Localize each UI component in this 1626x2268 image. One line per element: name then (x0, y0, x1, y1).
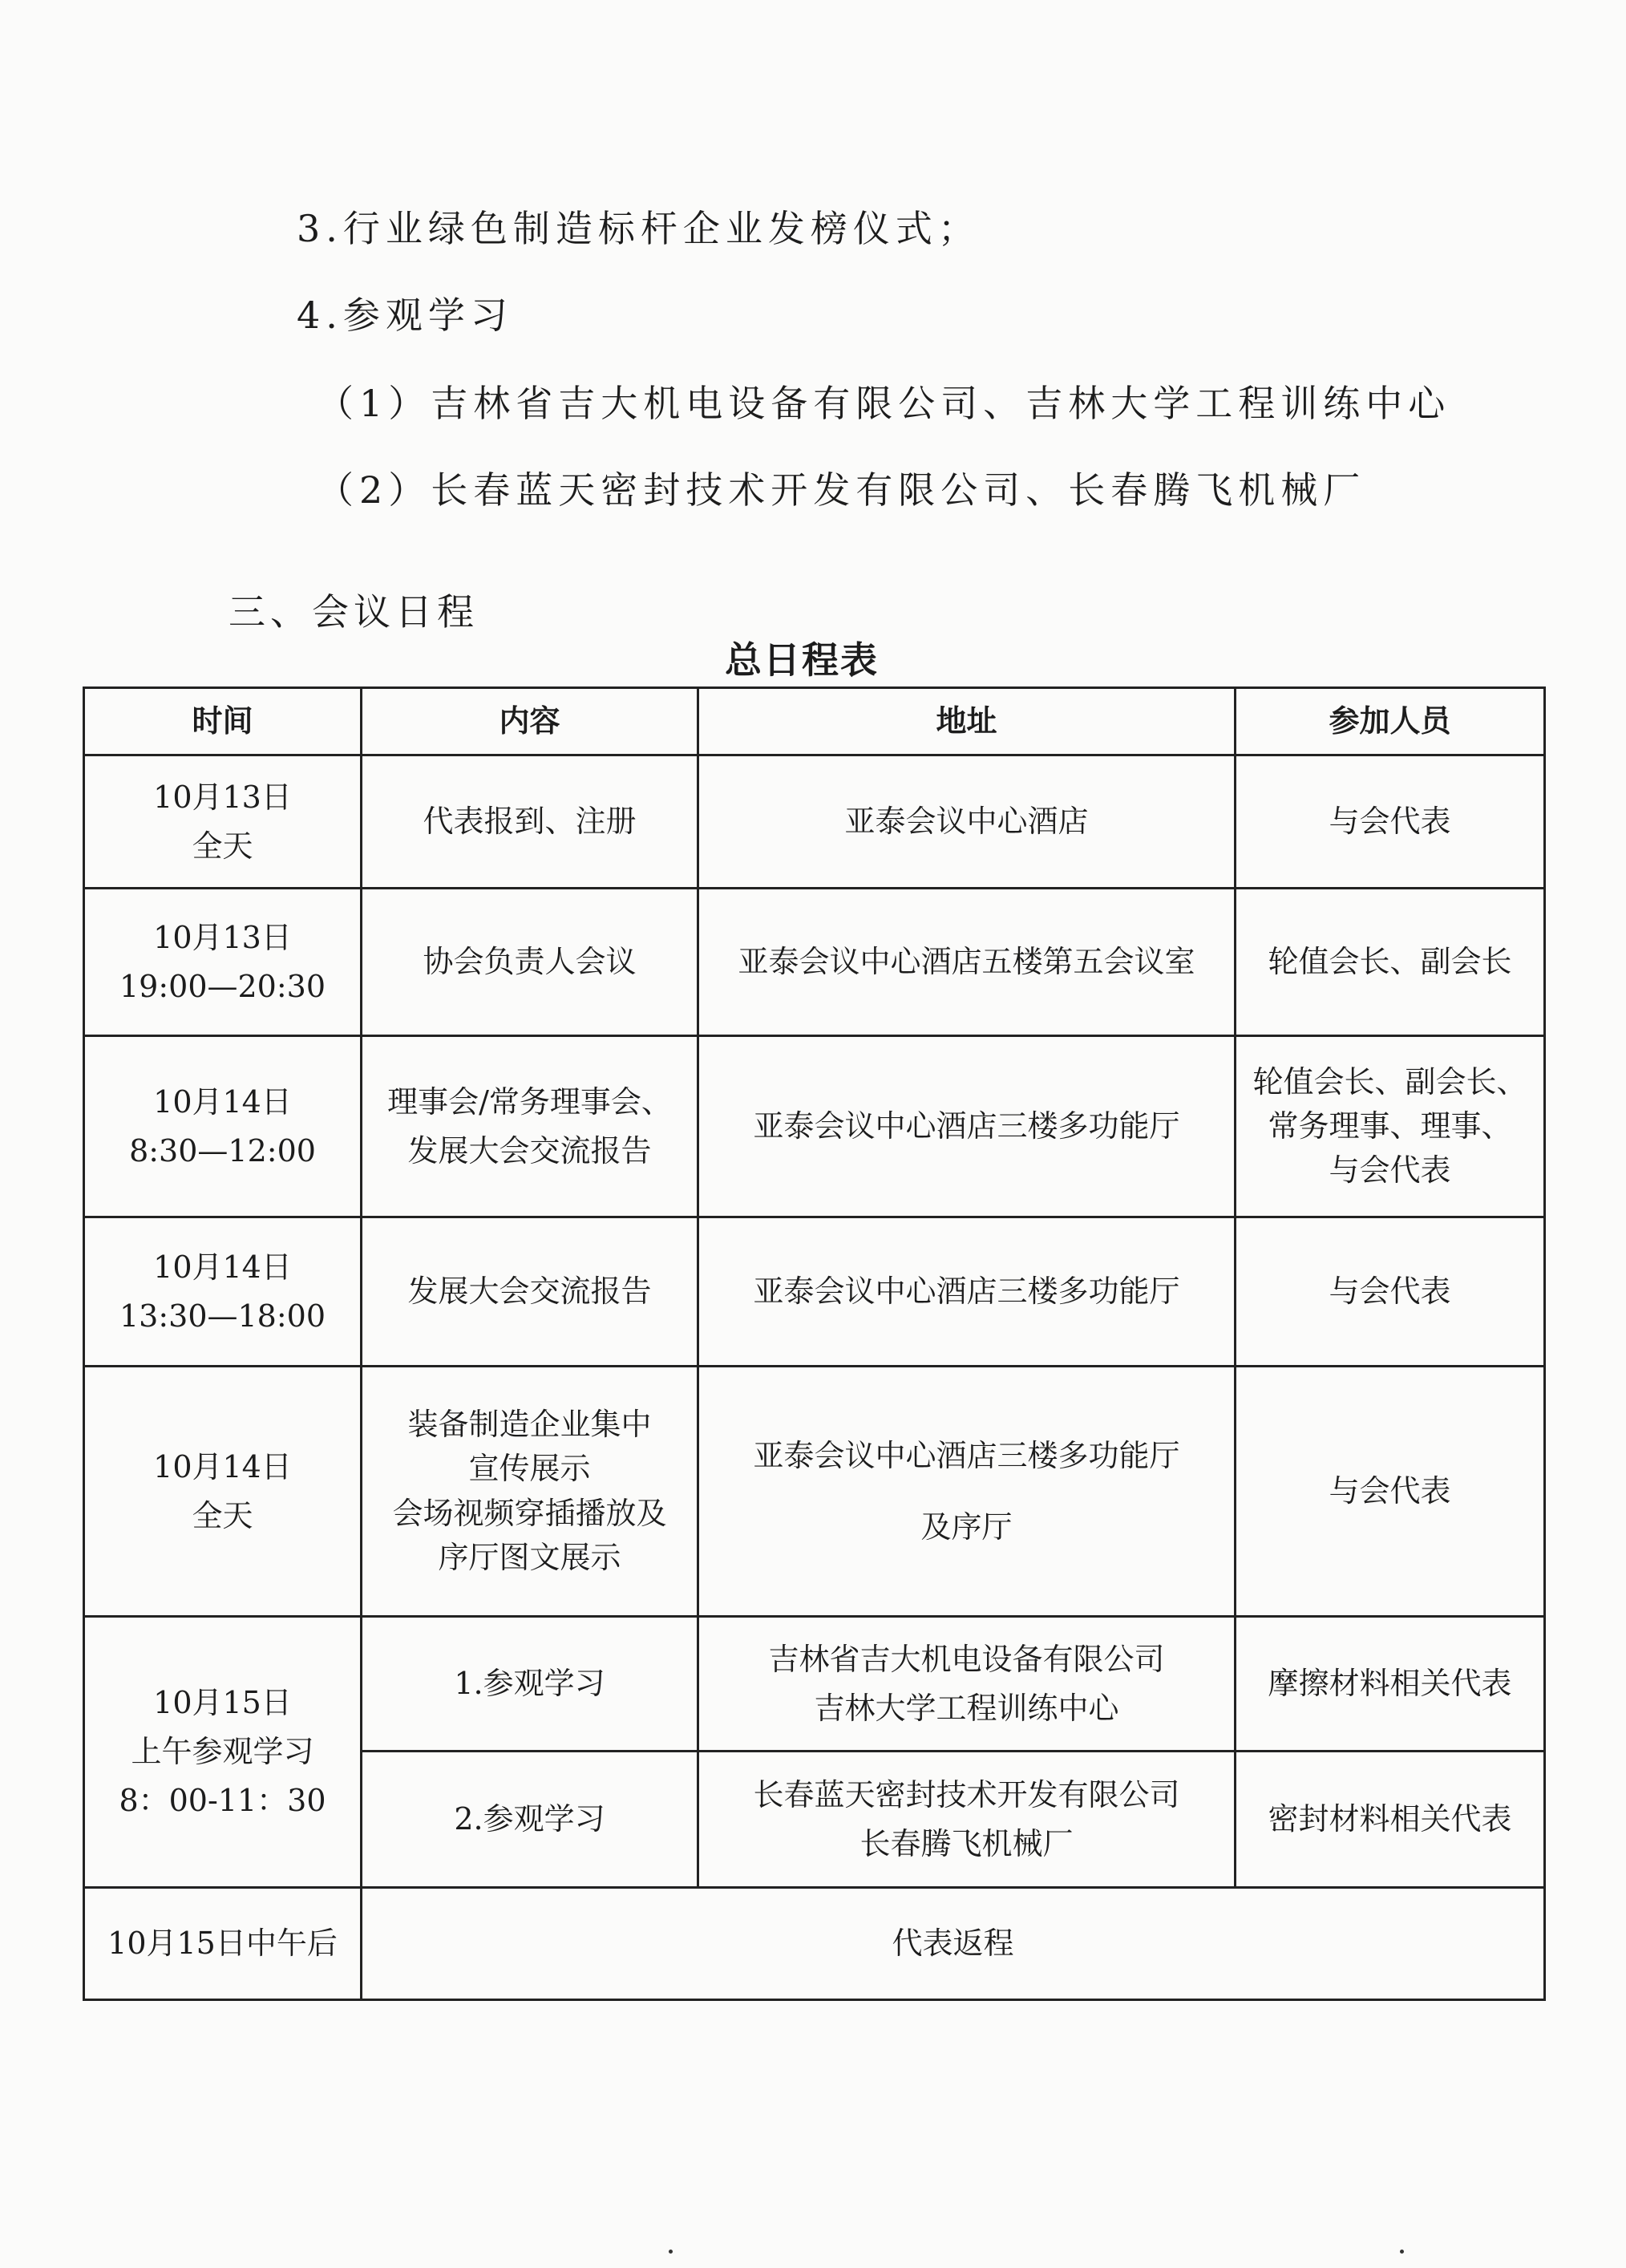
table-row (84, 1617, 1545, 1752)
content-line: 发展大会交流报告 (407, 1132, 652, 1168)
cell-attendees (1236, 889, 1545, 1036)
cell-address (698, 755, 1236, 889)
time-line: 全天 (192, 828, 253, 864)
attendees-line: 轮值会长、副会长、 (1252, 1063, 1527, 1100)
content-line: 1.参观学习 (454, 1666, 605, 1702)
table-row (84, 889, 1545, 1036)
address-line: 及序厅 (920, 1509, 1013, 1545)
cell-time (84, 1217, 362, 1367)
table-title: 总日程表 (725, 638, 879, 682)
time-line: 上午参观学习 (131, 1734, 314, 1770)
scan-dot (669, 2250, 673, 2254)
address-line: 亚泰会议中心酒店三楼多功能厅 (753, 1437, 1180, 1473)
attendees-line: 常务理事、理事、 (1268, 1108, 1512, 1144)
time-line: 10月13日 (153, 919, 292, 955)
body-line-1: 3.行业绿色制造标杆企业发榜仪式； (297, 207, 981, 250)
body-line-2: 4.参观学习 (297, 294, 513, 337)
time-line: 10月14日 (153, 1083, 292, 1120)
address-line: 长春蓝天密封技术开发有限公司 (753, 1776, 1180, 1812)
address-line: 亚泰会议中心酒店三楼多功能厅 (753, 1108, 1180, 1144)
content-line: 2.参观学习 (454, 1801, 605, 1837)
time-line: 8:30—12:00 (129, 1132, 316, 1168)
header-content: 内容 (362, 688, 698, 755)
cell-time (84, 1367, 362, 1617)
header-time: 时间 (84, 688, 362, 755)
cell-content (362, 1036, 698, 1217)
address-line: 吉林大学工程训练中心 (814, 1690, 1119, 1726)
cell-attendees (1236, 1752, 1545, 1888)
time-line: 10月14日 (153, 1448, 292, 1484)
content-line: 代表返程 (892, 1926, 1014, 1962)
cell-address (698, 1217, 1236, 1367)
time-line: 10月15日 (153, 1685, 292, 1721)
attendees-line: 与会代表 (1329, 1152, 1451, 1189)
cell-time (84, 1036, 362, 1217)
attendees-line: 与会代表 (1329, 1274, 1451, 1310)
table-row (84, 1036, 1545, 1217)
attendees-line: 与会代表 (1329, 804, 1451, 840)
cell-address (698, 1617, 1236, 1752)
schedule-table (83, 686, 1546, 2001)
time-line: 10月13日 (153, 779, 292, 815)
cell-content (362, 755, 698, 889)
cell-attendees (1236, 1217, 1545, 1367)
content-line: 装备制造企业集中 (407, 1407, 652, 1443)
cell-attendees (1236, 1617, 1545, 1752)
time-line: 19:00—20:30 (119, 968, 326, 1004)
section-heading: 三、会议日程 (229, 590, 479, 634)
content-line: 协会负责人会议 (423, 944, 637, 980)
scan-dot (1400, 2250, 1404, 2254)
header-attendees: 参加人员 (1236, 688, 1545, 755)
cell-content (362, 1617, 698, 1752)
cell-time (84, 1617, 362, 1888)
time-line: 10月14日 (153, 1249, 292, 1285)
table-header-row (84, 688, 1545, 755)
time-line: 8：00-11：30 (119, 1782, 326, 1818)
content-line: 代表报到、注册 (423, 804, 637, 840)
cell-content (362, 1888, 1545, 2000)
header-address: 地址 (698, 688, 1236, 755)
table-row (84, 1888, 1545, 2000)
table-row (84, 1367, 1545, 1617)
body-line-4: （2）长春蓝天密封技术开发有限公司、长春腾飞机械厂 (317, 468, 1366, 512)
cell-attendees (1236, 1036, 1545, 1217)
table-row (84, 755, 1545, 889)
cell-content (362, 1752, 698, 1888)
address-line: 吉林省吉大机电设备有限公司 (768, 1641, 1165, 1677)
address-line: 亚泰会议中心酒店 (844, 804, 1089, 840)
body-line-3: （1）吉林省吉大机电设备有限公司、吉林大学工程训练中心 (317, 382, 1451, 425)
cell-time (84, 755, 362, 889)
cell-content (362, 1217, 698, 1367)
cell-time (84, 889, 362, 1036)
cell-address (698, 1036, 1236, 1217)
time-line: 全天 (192, 1497, 253, 1533)
cell-address (698, 889, 1236, 1036)
address-line: 亚泰会议中心酒店三楼多功能厅 (753, 1274, 1180, 1310)
cell-address (698, 1367, 1236, 1617)
cell-attendees (1236, 1367, 1545, 1617)
time-line: 10月15日中午后 (107, 1926, 338, 1962)
cell-content (362, 889, 698, 1036)
address-line: 长春腾飞机械厂 (860, 1825, 1074, 1861)
content-line: 序厅图文展示 (438, 1539, 621, 1575)
table-row (84, 1217, 1545, 1367)
cell-content (362, 1367, 698, 1617)
attendees-line: 摩擦材料相关代表 (1268, 1666, 1512, 1702)
attendees-line: 密封材料相关代表 (1268, 1801, 1512, 1837)
address-line: 亚泰会议中心酒店五楼第五会议室 (738, 944, 1195, 980)
cell-time (84, 1888, 362, 2000)
cell-attendees (1236, 755, 1545, 889)
content-line: 会场视频穿插播放及 (392, 1495, 667, 1531)
attendees-line: 轮值会长、副会长 (1268, 944, 1512, 980)
content-line: 宣传展示 (468, 1451, 591, 1487)
cell-address (698, 1752, 1236, 1888)
content-line: 发展大会交流报告 (407, 1274, 652, 1310)
attendees-line: 与会代表 (1329, 1473, 1451, 1509)
content-line: 理事会/常务理事会、 (387, 1083, 672, 1120)
time-line: 13:30—18:00 (119, 1298, 326, 1334)
